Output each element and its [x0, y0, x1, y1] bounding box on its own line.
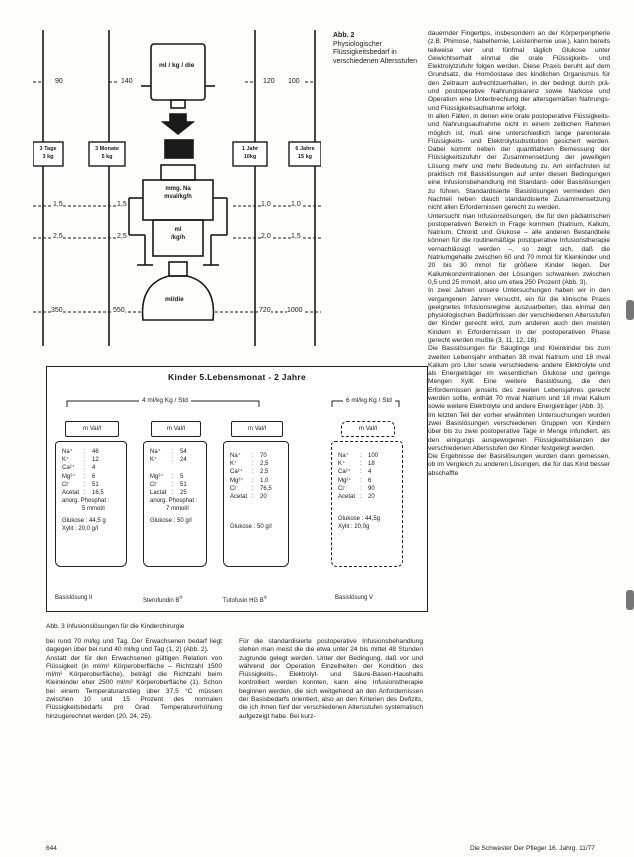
value-label: 350 [51, 307, 63, 314]
ion-row [56, 481, 126, 489]
ion-sep: : [360, 477, 362, 484]
extra-row: anorg. Phosphat : [150, 498, 198, 505]
caption-label: Abb. 2 [333, 32, 355, 39]
figure-3-title: Kinder 5.Lebensmonat - 2 Jahre [168, 372, 306, 382]
center-box-line: ml [174, 227, 182, 233]
ion-row [332, 477, 402, 485]
value-label: 1,5 [53, 201, 63, 208]
ion-row [224, 493, 288, 501]
value-label: 2,5 [53, 233, 63, 240]
page-edge-tab [626, 300, 634, 320]
ion-value: 46 [92, 449, 99, 455]
ion-name: Cl⁻ [338, 485, 347, 492]
ion-sep: : [84, 490, 86, 497]
ion-row [224, 468, 288, 476]
ion-name: Ca²⁺ [62, 465, 75, 472]
ion-row [224, 485, 288, 493]
top-bottle-unit: ml / kg / die [159, 62, 195, 69]
center-box-line: mval/kg/h [164, 194, 192, 200]
ion-row [332, 468, 402, 476]
ion-sep: : [172, 449, 174, 455]
age-box-line: 3 kg [42, 154, 54, 160]
glucose-row: Glukose : 44,5 g [62, 517, 106, 524]
bracket-label: 6 ml/kg Kg / Std [343, 397, 395, 404]
ion-row [144, 481, 206, 489]
value-label: 2,0 [261, 233, 271, 240]
ion-row [56, 448, 126, 456]
ion-sep: : [360, 453, 362, 459]
ion-name: Acetat [62, 490, 80, 497]
ion-name: Mg²⁺ [230, 477, 244, 484]
ion-sep: : [172, 473, 174, 480]
bottle-name-text: Sterofundin B [143, 598, 180, 604]
ion-sep: : [84, 481, 86, 488]
ion-row [332, 460, 402, 468]
age-box-line: 5 kg [101, 154, 113, 160]
ion-sep: : [84, 473, 86, 480]
ion-value: 2,5 [260, 461, 269, 468]
value-label: 550 [113, 307, 125, 314]
ion-row [56, 489, 126, 497]
value-label: 140 [121, 78, 133, 85]
ion-row [224, 452, 288, 460]
ion-name: Ca²⁺ [338, 469, 351, 476]
ion-sep: : [252, 461, 254, 468]
value-label: 1,5 [117, 201, 127, 208]
value-label: 90 [55, 78, 63, 85]
ion-row [56, 473, 126, 481]
solution-bottle [223, 413, 289, 609]
age-box-line: 15 kg [297, 154, 313, 160]
paragraph: Im letzten Teil der vorher erwähnten Untersuchungen wurden zwei Basislösungen verschiedenen Gruppen von Kindern über bis zu zwei postoperative Tage in Menge infundiert, als den einigungs ausgewogenen Flüssigkeitsbilanzen der verschiedenen Altersstufen der Kinder festgelegt werden. [428, 411, 610, 452]
bottle-body [55, 441, 127, 567]
ion-value: 4 [368, 469, 372, 476]
ion-value: 51 [180, 481, 187, 488]
value-label: 1,0 [291, 201, 301, 208]
paragraph: dauernder Fingertips, insbesondern an der Körperperipherie (z.B. Phimose, Nabelhernie, Leistenhernie usw.), kann bereits teilweise vier und fünfmal täglich Glukose unter Gewichtserhalt einmal die orale Flüssigkeits- und Elektrolytzufuhr folgen werden. Diese Praxis beruht auf dem Grundsatz, die Homöostase des kindlichen Organismus für den Zeitraum aufrechtzuerhalten, in der bedingt durch prä- und postoperative Nahrungskarenz sowie Narkose und Operation eine Unterbrechung der altersgemäßen Nahrungs- und Flüssigkeitsaufnahme erfolgt. [428, 30, 610, 112]
bottle-name-text: Tutofusin HG B [223, 598, 264, 604]
ion-value: 6 [368, 477, 372, 484]
value-label: 1000 [287, 307, 303, 314]
paragraph: Für die standardisierte postoperative Infusionsbehandlung stehen man meist die die etwa unter 24 bis mittel 48 Stunden zugrunde gelegt werden. Unter der Bedingung, daß vor und während der Operation Einzelheiten der Kondition des Flüssigkeits-, Elektrolyt- und Säure-Basen-Haushalts kontrolliert werden konnten, kann eine Infusionstherapie beginnen werden, die sich weitgehend an den Anfordernissen der Basisbedarfs orientiert, also an den Kriterien des Defizits, die ich ihnen fünf der verschiedenen Altersstufen systematisch aufgezeigt habe. Bei kurz- [239, 638, 423, 720]
ion-value: 20 [260, 494, 267, 501]
age-box [90, 145, 124, 161]
ion-value: 18 [368, 461, 375, 468]
ion-row [332, 452, 402, 460]
paragraph: In allen Fällen, in denen eine orale postoperative Flüssigkeits- und Nahrungsaufnahme nicht in einem zeitlichen Rahmen möglich ist, muß eine unterschiedlich lange parenterale Flüssigkeits- und Elektrolytsubstitution gesichert werden. Dabei kommt neben der quantitativen Bemessung der Flüssigkeitszufuhr der Zusammensetzung der jeweiligen Lösung mehr und mehr Bedeutung zu. Am einfachsten ist praktisch mit Basislösungen auf unter diesen Bedingungen eine Infusionsbehandlung mit Standard- oder Basislösungen zu führen. Standardisierte Basislösungen vermeiden den Nachteil neben dauch standardisierte Zusammensetzung nicht allen Erfordernissen gerecht zu werden. [428, 112, 610, 212]
figure-2-caption [333, 32, 421, 66]
bottle-name: Sterofundin B® [143, 595, 183, 604]
ion-row [144, 456, 206, 464]
bracket-label: 4 ml/kg Kg / Std [139, 397, 191, 404]
ion-sep: : [252, 494, 254, 501]
ion-value: 20 [368, 494, 375, 501]
figure-2-diagram [33, 30, 321, 346]
ion-row [144, 489, 206, 497]
extra-row: anorg. Phosphat : [62, 498, 110, 505]
age-box-line: 6 Jahre [295, 146, 315, 152]
ion-row [56, 464, 126, 472]
bottle-neck: m Val/l [231, 421, 283, 437]
ion-value: 70 [260, 453, 267, 459]
ion-name: Acetat [338, 494, 356, 501]
ion-value: 16,5 [92, 490, 104, 497]
figure-3-caption: Abb. 3 Infusionslösungen für die Kinderchirurgie [46, 623, 185, 630]
glucose-row: Glukose : 50 g/l [230, 524, 272, 531]
ion-name: Acetat [230, 494, 248, 501]
ion-name: Na⁺ [338, 453, 349, 459]
ion-value: 2,5 [260, 469, 269, 476]
bottle-name: Basislösung II [55, 595, 93, 601]
ion-value: 51 [92, 481, 99, 488]
paragraph: bei rund 70 ml/kg und Tag. Der Erwachsenen bedarf liegt dagegen über bei rund 40 ml/kg und Tag (1, 2) (Abb. 2). [46, 638, 222, 654]
bottle-body [223, 441, 289, 567]
ion-name: K⁺ [62, 457, 70, 464]
ion-value: 4 [92, 465, 96, 472]
bottle-neck: m Val/l [65, 421, 119, 437]
ion-sep: : [252, 469, 254, 476]
solution-bottle [331, 413, 403, 609]
solution-bottle [55, 413, 127, 609]
right-text-column [428, 30, 610, 478]
solution-bottle [143, 413, 207, 609]
ion-row [332, 485, 402, 493]
page-number: 644 [46, 845, 57, 852]
value-label: 2,5 [117, 233, 127, 240]
bottle-body [331, 441, 403, 567]
center-box-label [155, 226, 201, 242]
value-label: 100 [288, 78, 300, 85]
age-box-line: 3 Tage [39, 146, 57, 152]
ion-sep: : [360, 461, 362, 468]
bottom-text-column-1 [46, 638, 222, 721]
ion-value: 5 [180, 473, 184, 480]
bottle-neck: m Val/l [341, 421, 395, 437]
ion-sep: : [172, 457, 174, 464]
ion-name: Mg²⁺ [338, 477, 352, 484]
bottle-name: Basislösung V [335, 595, 374, 601]
value-label: 120 [263, 78, 275, 85]
bottle-name: Tutofusin HG B® [223, 595, 268, 604]
age-box-line: 3 Monate [95, 146, 119, 152]
ion-value: 54 [180, 449, 187, 455]
bottle-neck: m Val/l [151, 421, 201, 437]
paragraph: Die Basislösungen für Säuglinge und Kleinkinder bis zum zweiten Lebensjahr enthalten 38 mval Natrium und 18 mval Kalium pro Liter sowie verschiedene andere Elektrolyte und als Energieträger im wesentlichen Glukose und geringe Mengen Xylit. Eine weitere Basislösung, die den Erfordernissen jenseits des zweiten Lebensjahres gerecht werden sollte, enthält 70 mval Natrium und 18 mval Kalium sowie weitere Elektrolyte und andere Energieträger (Abb. 3). [428, 345, 610, 411]
ion-row [332, 493, 402, 501]
page-edge-tab [626, 590, 634, 610]
center-box-line: /kg/h [170, 235, 185, 241]
ion-row [144, 473, 206, 481]
center-box-label [145, 185, 211, 201]
ion-sep: : [84, 457, 86, 464]
ion-name: Ca²⁺ [230, 469, 243, 476]
ion-value: 24 [180, 457, 187, 464]
ion-name: Cl⁻ [62, 481, 71, 488]
ion-value: 1,0 [260, 477, 269, 484]
ion-sep: : [84, 465, 86, 472]
ion-name: Na⁺ [62, 449, 73, 455]
age-box [234, 145, 266, 161]
ion-value: 6 [92, 473, 96, 480]
ion-name: Cl⁻ [230, 485, 239, 492]
ion-name: Lactat [150, 490, 167, 496]
ion-name: Mg²⁺ [62, 473, 76, 480]
ion-name: Na⁺ [230, 453, 241, 459]
ion-sep: : [252, 485, 254, 492]
xylit-row: Xylit : 20,0 g/l [62, 525, 99, 532]
age-box [290, 145, 320, 161]
paragraph: Anstatt der für den Erwachsenen gültigen Relation von Flüssigkeit (in ml/m² Körperoberfläche – Richtzahl 1500 ml/m² Körperoberfläche), beträgt die Richtzahl beim Kleinkinder eher 2500 ml/m² Körperoberfläche (1). Schon bei einem Temperaturanstieg über 37,5 °C müssen zwischen 10 und 15 Prozent des normalen Flüssigkeitsbedarfs pro Grad Temperaturerhöhung hinzugerechnet werden (20, 24, 25). [46, 654, 222, 720]
bottom-text-column-2 [239, 638, 423, 721]
journal-footer: Die Schwester Der Pfleger 16. Jahrg. 11/77 [470, 845, 595, 852]
ion-value: 100 [368, 453, 379, 459]
xylit-row: Xylit : 20,0g [338, 524, 370, 531]
age-box-line: 10kg [243, 154, 257, 160]
paragraph: Die Ergebnisse der Basislösungen wurden dann gemessen, ob im Vergleich zu anderen Lösungen, die für das Kind besser abschaffte [428, 453, 610, 477]
ion-name: Na⁺ [150, 449, 161, 455]
ion-sep: : [252, 477, 254, 484]
ion-sep: : [360, 494, 362, 501]
ion-value: 12 [92, 457, 99, 464]
value-label: 720 [259, 307, 271, 314]
caption-text: Physiologischer Flüssigkeitsbedarf in verschiedenen Altersstufen [333, 40, 418, 65]
ion-value: 90 [368, 485, 375, 492]
ion-sep: : [84, 449, 86, 455]
ion-value: 25 [180, 490, 187, 496]
ion-sep: : [360, 485, 362, 492]
ion-row [224, 477, 288, 485]
extra-row: 5 mmol/l [82, 506, 105, 513]
paragraph: In zwei Jahren unsere Untersuchungen haben wir in den vergangenen Jahren versucht, ein für die klinische Praxis geeignetes Infusionsregime auszuarbeiten, das einmal den physiologischen Bedürfnissen der verschiedenen Altersstufen der Kinder gerecht wird, zum anderen auch den meisten Kindern in Erfordernissen in der postoperativen Phase gerecht werden mußte (3, 11, 12, 18). [428, 287, 610, 344]
extra-row: 7 mmol/l [166, 506, 189, 513]
ion-name: Mg²⁺ [150, 473, 164, 480]
value-label: 1,5 [291, 233, 301, 240]
ion-sep: : [172, 481, 174, 488]
ion-name: Cl⁻ [150, 481, 159, 488]
age-box-line: 1 Jahr [241, 146, 259, 152]
ion-value: 76,5 [260, 485, 272, 492]
ion-row [144, 448, 206, 456]
paragraph: Untersucht man Infusionslösungen, die für den pädiatrischen postoperativen Bereich in Frage kommen (Natrium, Kalium, Natrium, Chlorid und Glukose – alle anderen Bestandteile können für die routinemäßige postoperative Infusionstherapie vernachlässigt werden –, so zeigt sich, daß die Natriumgehalte zwischen 60 und 70 mmol für Kleinkinder und 20 bis 30 mmol für größere Kinder liegen. Der Kaliumkonzentrationen der Lösungen schwanken zwischen 0,5 und 25 mmol/l, also um etwa 250 Prozent (Abb. 3). [428, 212, 610, 286]
ion-sep: : [360, 469, 362, 476]
center-box-line: mmg. Na [165, 186, 191, 192]
ion-sep: : [252, 453, 254, 459]
ion-row [224, 460, 288, 468]
ion-name: K⁺ [338, 461, 346, 468]
glucose-row: Glukose : 44,5g [338, 516, 381, 523]
figure-3-panel [46, 366, 428, 612]
ion-row [56, 456, 126, 464]
bottle-body [143, 441, 207, 567]
ion-name: K⁺ [150, 457, 158, 464]
ion-sep: : [172, 490, 174, 496]
value-label: 1,0 [261, 201, 271, 208]
ion-row-empty [144, 464, 206, 472]
bottom-flask-unit: ml/die [165, 296, 184, 303]
glucose-row: Glukose : 50 g/l [150, 517, 192, 524]
age-box [34, 145, 62, 161]
ion-name: K⁺ [230, 461, 238, 468]
